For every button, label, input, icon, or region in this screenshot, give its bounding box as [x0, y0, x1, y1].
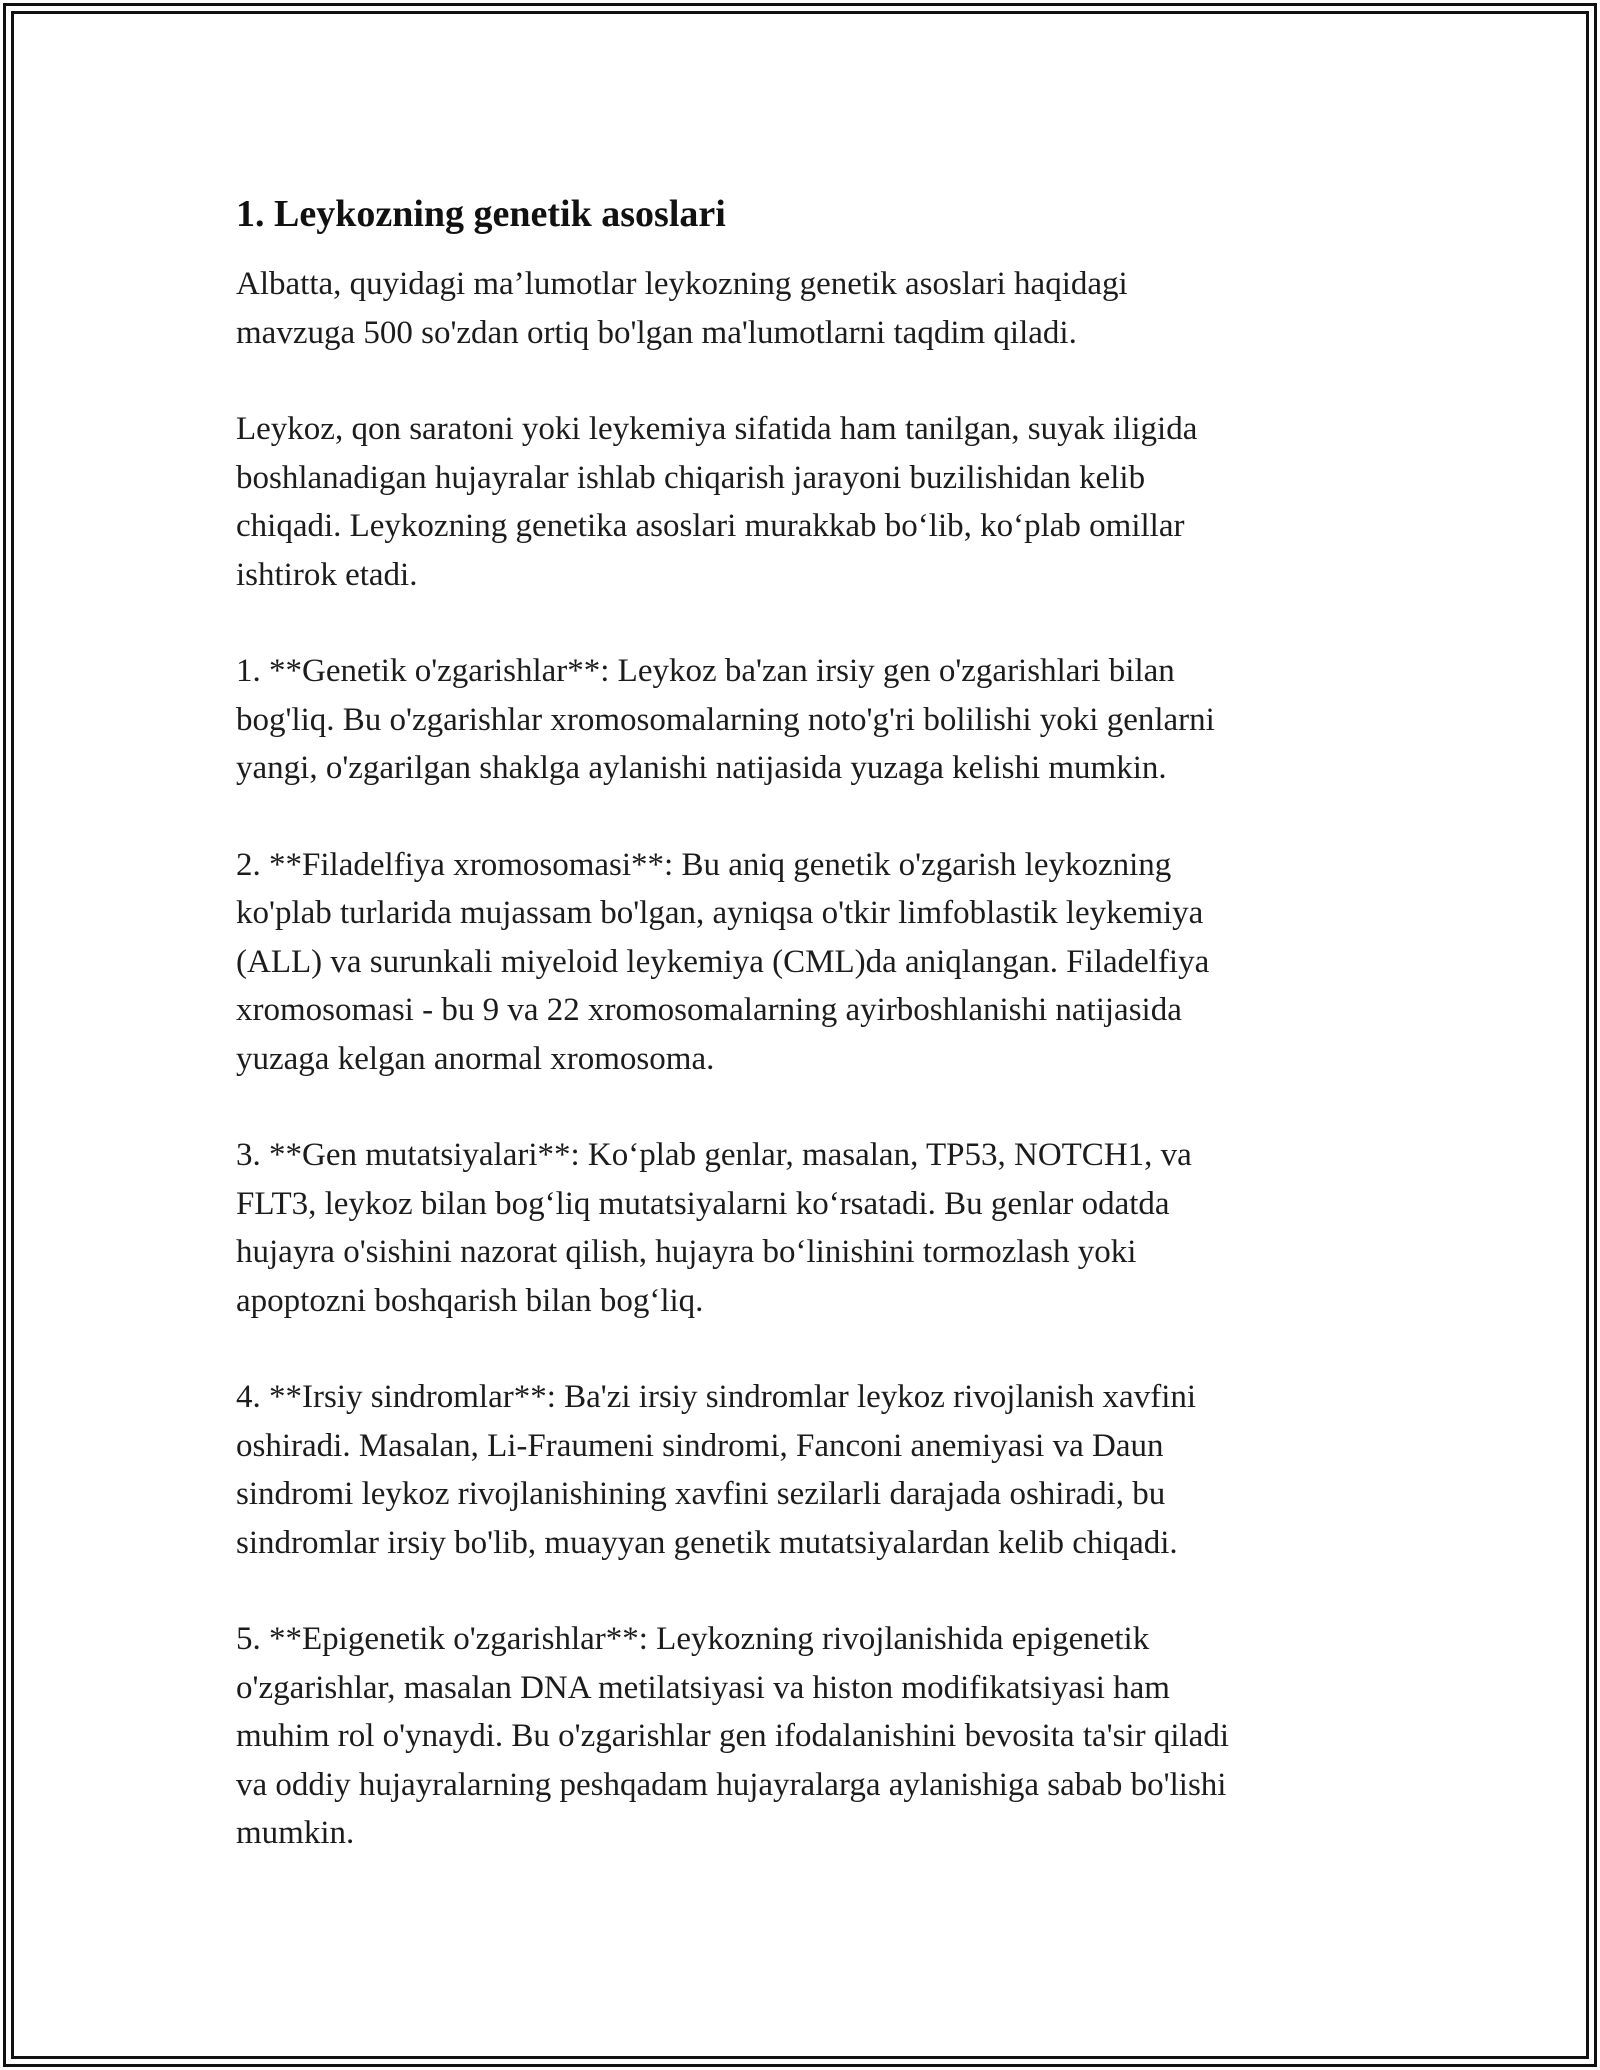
leukemia-overview-paragraph: Leykoz, qon saratoni yoki leykemiya sifatida ham tanilgan, suyak iligida boshlanadigan hujayralar ishlab chiqarish jarayoni buzilishidan kelib chiqadi. Leykozning genetika asoslari murakkab bo‘lib, ko‘plab omillar ishtirok etadi. — [236, 411, 1198, 593]
hereditary-syndromes-paragraph: 4. **Irsiy sindromlar**: Ba'zi irsiy sindromlar leykoz rivojlanish xavfini oshiradi. Masalan, Li-Fraumeni sindromi, Fanconi anemiyasi va Daun sindromi leykoz rivojlanishining xavfini sezilarli darajada oshiradi, bu sindromlar irsiy bo'lib, muayyan genetik mutatsiyalardan kelib chiqadi. — [236, 1379, 1197, 1561]
document-title: 1. Leykozning genetik asoslari — [236, 193, 726, 235]
philadelphia-chromosome-paragraph: 2. **Filadelfiya xromosomasi**: Bu aniq genetik o'zgarish leykozning ko'plab turlarida mujassam bo'lgan, ayniqsa o'tkir limfoblastik leykemiya (ALL) va surunkali miyeloid leykemiya (CML)da aniqlangan. Filadelfiya xromosomasi - bu 9 va 22 xromosomalarning ayirboshlanishi natijasida yuzaga kelgan anormal xromosoma. — [236, 846, 1210, 1077]
intro-paragraph: Albatta, quyidagi ma’lumotlar leykozning genetik asoslari haqidagi mavzuga 500 so'zdan ortiq bo'lgan ma'lumotlarni taqdim qiladi. — [236, 266, 1128, 351]
genetic-changes-paragraph: 1. **Genetik o'zgarishlar**: Leykoz ba'zan irsiy gen o'zgarishlari bilan bog'liq. Bu o'zgarishlar xromosomalarning noto'g'ri bolilishi yoki genlarni yangi, o'zgarilgan shaklga aylanishi natijasida yuzaga kelishi mumkin. — [236, 653, 1215, 786]
epigenetic-changes-paragraph: 5. **Epigenetik o'zgarishlar**: Leykozning rivojlanishida epigenetik o'zgarishlar, masalan DNA metilatsiyasi va histon modifikatsiyasi ham muhim rol o'ynaydi. Bu o'zgarishlar gen ifodalanishini bevosita ta'sir qiladi va oddiy hujayralarning peshqadam hujayralarga aylanishiga sabab bo'lishi mumkin. — [236, 1621, 1229, 1851]
document-body — [236, 188, 1366, 1906]
gene-mutations-paragraph: 3. **Gen mutatsiyalari**: Ko‘plab genlar, masalan, TP53, NOTCH1, va FLT3, leykoz bilan bog‘liq mutatsiyalarni ko‘rsatadi. Bu genlar odatda hujayra o'sishini nazorat qilish, hujayra bo‘linishini tormozlash yoki apoptozni boshqarish bilan bog‘liq. — [236, 1137, 1192, 1319]
